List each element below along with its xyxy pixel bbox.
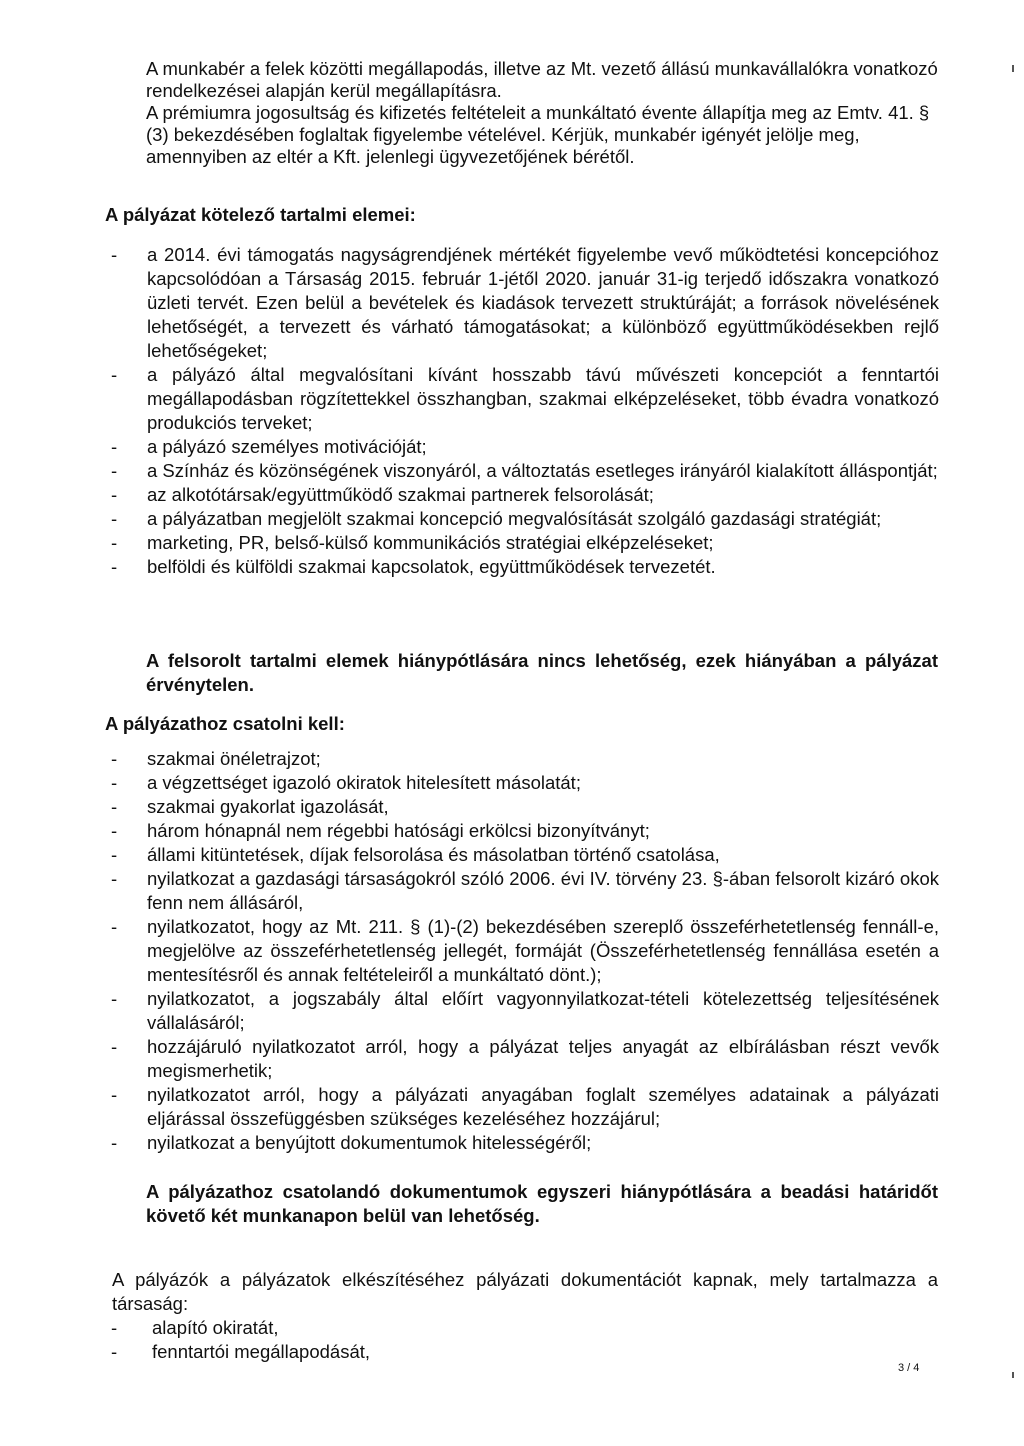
attachments-list xyxy=(105,747,939,1155)
documentation-paragraph: A pályázók a pályázatok elkészítéséhez pályázati dokumentációt kapnak, mely tartalmazza a társaság: xyxy=(112,1269,938,1314)
list-item: - szakmai önéletrajzot; xyxy=(105,747,939,771)
list-item: - a végzettséget igazoló okiratok hitelesített másolatát; xyxy=(105,771,939,795)
attachments-note: A pályázathoz csatolandó dokumentumok egyszeri hiánypótlására a beadási határidőt követő két munkanapon belül van lehetőség. xyxy=(146,1181,938,1226)
list-item: - nyilatkozat a benyújtott dokumentumok hitelességéről; xyxy=(105,1131,939,1155)
list-item: - állami kitüntetések, díjak felsorolása és másolatban történő csatolása, xyxy=(105,843,939,867)
list-item: - fenntartói megállapodását, xyxy=(105,1340,705,1364)
mandatory-elements-note: A felsorolt tartalmi elemek hiánypótlására nincs lehetőség, ezek hiányában a pályázat érvénytelen. xyxy=(146,650,938,695)
section-heading-mandatory-elements: A pályázat kötelező tartalmi elemei: xyxy=(105,204,416,225)
list-item: - szakmai gyakorlat igazolását, xyxy=(105,795,939,819)
list-item: - belföldi és külföldi szakmai kapcsolatok, együttműködések tervezetét. xyxy=(105,555,939,579)
intro-paragraph-premium: A prémiumra jogosultság és kifizetés feltételeit a munkáltató évente állapítja meg az Emtv. 41. § (3) bekezdésében foglaltak figyelembe vételével. Kérjük, munkabér igényét jelölje meg, amennyiben az eltér a Kft. jelenlegi ügyvezetőjének bérétől. xyxy=(146,102,930,167)
scan-mark xyxy=(1012,65,1014,72)
list-item: - a pályázó személyes motivációját; xyxy=(105,435,939,459)
list-item: - marketing, PR, belső-külső kommunikációs stratégiai elképzeléseket; xyxy=(105,531,939,555)
intro-paragraph-salary: A munkabér a felek közötti megállapodás, illetve az Mt. vezető állású munkavállalókra vonatkozó rendelkezései alapján kerül megállapításra. xyxy=(146,58,938,101)
documentation-list xyxy=(105,1316,705,1364)
page-number: 3 / 4 xyxy=(898,1362,920,1374)
list-item: - az alkotótársak/együttműködő szakmai partnerek felsorolását; xyxy=(105,483,939,507)
list-item: - három hónapnál nem régebbi hatósági erkölcsi bizonyítványt; xyxy=(105,819,939,843)
scan-mark xyxy=(1012,1372,1014,1378)
intro-block xyxy=(146,58,938,168)
list-item: - a pályázó által megvalósítani kívánt hosszabb távú művészeti koncepciót a fenntartói megállapodásban rögzítettekkel összhangban, szakmai elképzeléseket, több évadra vonatkozó produkciós terveket; xyxy=(105,363,939,435)
mandatory-elements-list xyxy=(105,243,939,579)
list-item: - nyilatkozatot arról, hogy a pályázati anyagában foglalt személyes adatainak a pályázati eljárással összefüggésben szükséges kezeléséhez hozzájárul; xyxy=(105,1083,939,1131)
section-heading-attachments: A pályázathoz csatolni kell: xyxy=(105,713,345,734)
list-item: - a 2014. évi támogatás nagyságrendjének mértékét figyelembe vevő működtetési koncepcióhoz kapcsolódóan a Társaság 2015. február 1-jétől 2020. január 31-ig terjedő időszakra vonatkozó üzleti tervét. Ezen belül a bevételek és kiadások tervezett struktúráját; a források növelésének lehetőségét, a tervezett és várható támogatásokat; a különböző együttműködésekben rejlő lehetőségeket; xyxy=(105,243,939,363)
list-item: - nyilatkozatot, hogy az Mt. 211. § (1)-(2) bekezdésében szereplő összeférhetetlenség fennáll-e, megjelölve az összeférhetetlenség jellegét, formáját (Összeférhetetlenség fennállása esetén a mentesítésről és annak feltételeiről a munkáltató dönt.); xyxy=(105,915,939,987)
list-item: - hozzájáruló nyilatkozatot arról, hogy a pályázat teljes anyagát az elbírálásban részt vevők megismerhetik; xyxy=(105,1035,939,1083)
list-item: - nyilatkozatot, a jogszabály által előírt vagyonnyilatkozat-tételi kötelezettség teljesítésének vállalásáról; xyxy=(105,987,939,1035)
list-item: - a pályázatban megjelölt szakmai koncepció megvalósítását szolgáló gazdasági stratégiát; xyxy=(105,507,939,531)
list-item: - alapító okiratát, xyxy=(105,1316,705,1340)
list-item: - a Színház és közönségének viszonyáról, a változtatás esetleges irányáról kialakított álláspontját; xyxy=(105,459,939,483)
list-item: - nyilatkozat a gazdasági társaságokról szóló 2006. évi IV. törvény 23. §-ában felsorolt kizáró okok fenn nem állásáról, xyxy=(105,867,939,915)
